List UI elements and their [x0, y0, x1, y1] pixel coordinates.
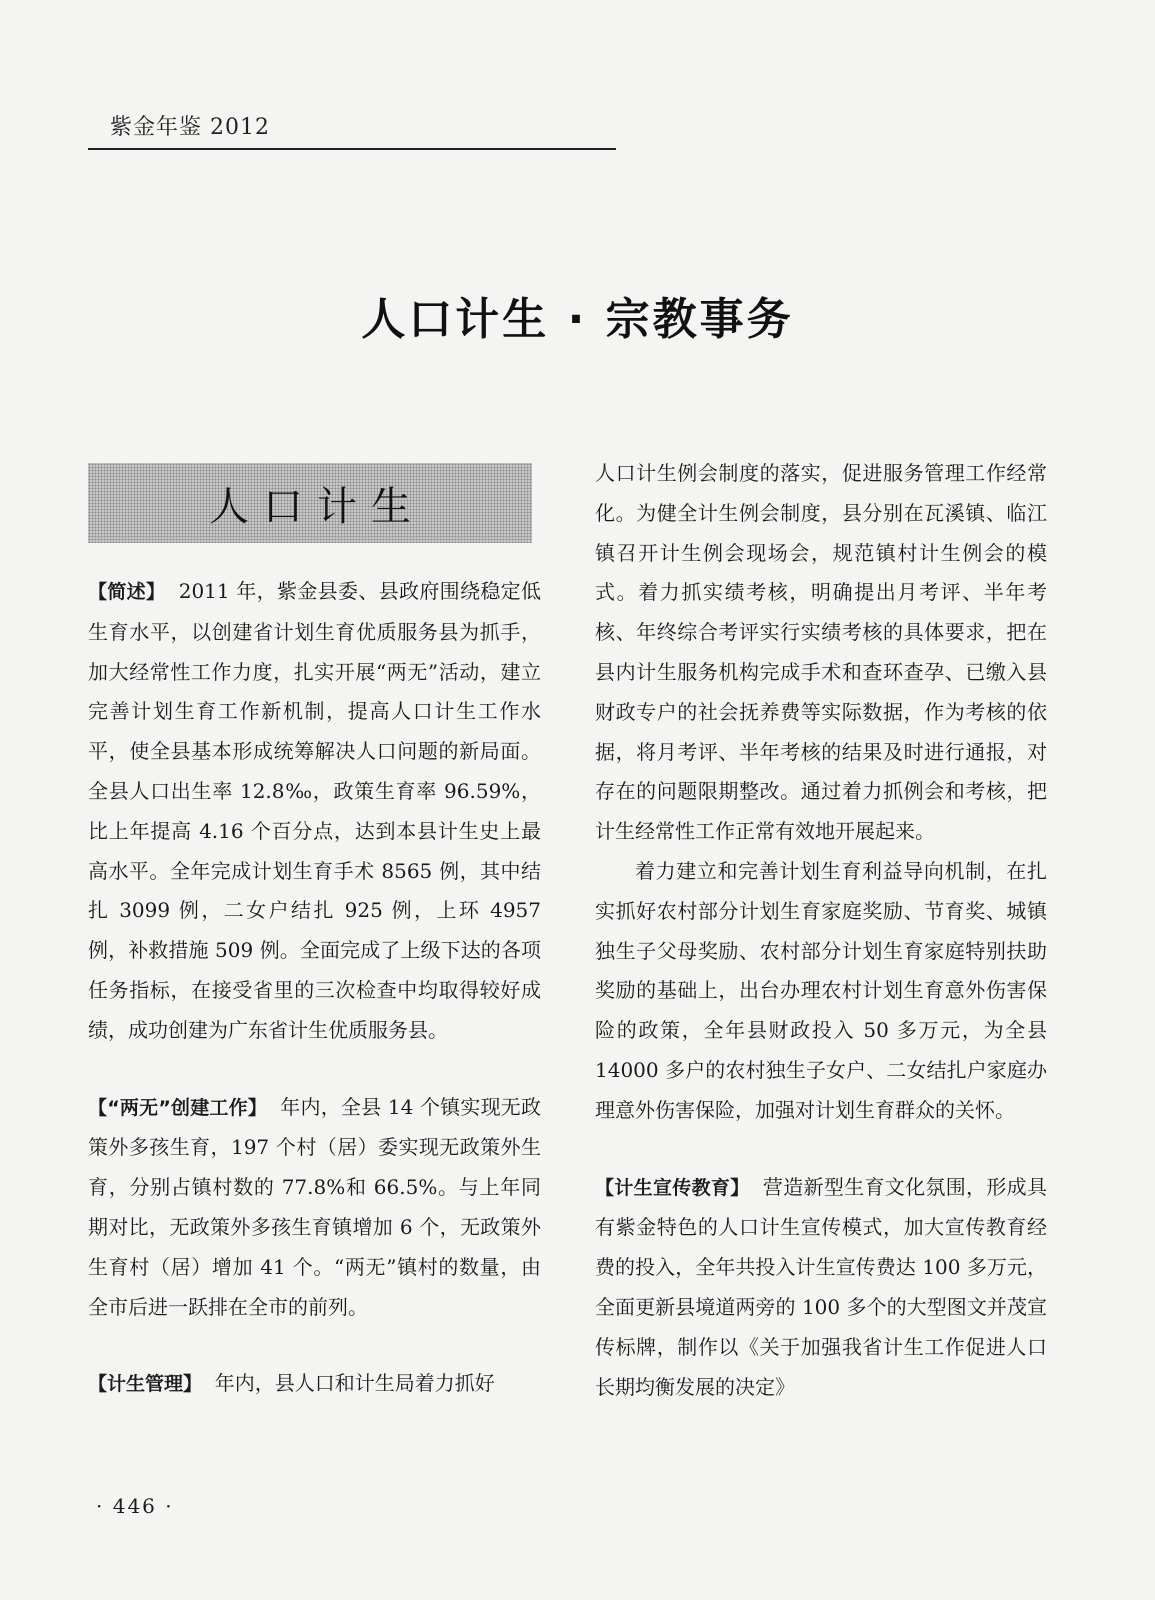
right-column — [595, 454, 1047, 1407]
publicity-text: 营造新型生育文化氛围，形成具有紫金特色的人口计生宣传模式，加大宣传教育经费的投入，全年共投入计生宣传费达 100 多万元，全面更新县境道两旁的 100 多个的大型图文并茂宣传标牌，制作以《关于加强我省计生工作促进人口长期均衡发展的决定》 — [595, 1174, 1047, 1399]
liangwu-label: 【“两无”创建工作】 — [88, 1096, 268, 1119]
incentive-paragraph: 着力建立和完善计划生育利益导向机制，在扎实抓好农村部分计划生育家庭奖励、节育奖、城镇独生子父母奖励、农村部分计划生育家庭特别扶助奖励的基础上，出台办理农村计划生育意外伤害保险的政策，全年县财政投入 50 多万元，为全县 14000 多户的农村独生子女户、二女结扎户家庭办理意外伤害保险，加强对计划生育群众的关怀。 — [595, 858, 1047, 1122]
header-rule — [88, 148, 616, 150]
page-number: · 446 · — [96, 1494, 174, 1518]
intro-label: 【简述】 — [88, 581, 166, 603]
publicity-paragraph — [595, 1168, 1047, 1408]
left-column — [88, 572, 541, 1405]
intro-paragraph — [88, 572, 541, 1051]
management-label: 【计生管理】 — [88, 1373, 203, 1396]
management-paragraph — [88, 1364, 541, 1405]
section-banner — [88, 463, 532, 543]
liangwu-text: 年内，全县 14 个镇实现无政策外多孩生育，197 个村（居）委实现无政策外生育，分别占镇村数的 77.8%和 66.5%。与上年同期对比，无政策外多孩生育镇增加 6 个，无政策外生育村（居）增加 41 个。“两无”镇村的数量，由全市后进一跃排在全市的前列。 — [88, 1094, 542, 1319]
section-title: 人口计生 — [209, 483, 425, 530]
publicity-label: 【计生宣传教育】 — [595, 1176, 750, 1199]
chapter-title: 人口计生 · 宗教事务 — [361, 294, 794, 345]
liangwu-paragraph — [88, 1088, 541, 1328]
running-head: 紫金年鉴 2012 — [110, 115, 270, 140]
intro-text: 2011 年，紫金县委、县政府围绕稳定低生育水平，以创建省计划生育优质服务县为抓手，加大经常性工作力度，扎实开展“两无”活动，建立完善计划生育工作新机制，提高人口计生工作水平，使全县基本形成统筹解决人口问题的新局面。全县人口出生率 12.8‰，政策生育率 96.59%，比上年提高 4.16 个百分点，达到本县计生史上最高水平。全年完成计划生育手术 8565 例，其中结扎 3099 例，二女户结扎 925 例，上环 4957 例，补救措施 509 例。全面完成了上级下达的各项任务指标，在接受省里的三次检查中均取得较好成绩，成功创建为广东省计生优质服务县。 — [88, 579, 541, 1042]
management-text: 年内，县人口和计生局着力抓好 — [214, 1371, 495, 1396]
management-continued: 人口计生例会制度的落实，促进服务管理工作经常化。为健全计生例会制度，县分别在瓦溪镇、临江镇召开计生例会现场会，规范镇村计生例会的模式。着力抓实绩考核，明确提出月考评、半年考核、年终综合考评实行实绩考核的具体要求，把在县内计生服务机构完成手术和查环查孕、已缴入县财政专户的社会抚养费等实际数据，作为考核的依据，将月考评、半年考核的结果及时进行通报，对存在的问题限期整改。通过着力抓例会和考核，把计生经常性工作正常有效地开展起来。 — [595, 461, 1047, 844]
